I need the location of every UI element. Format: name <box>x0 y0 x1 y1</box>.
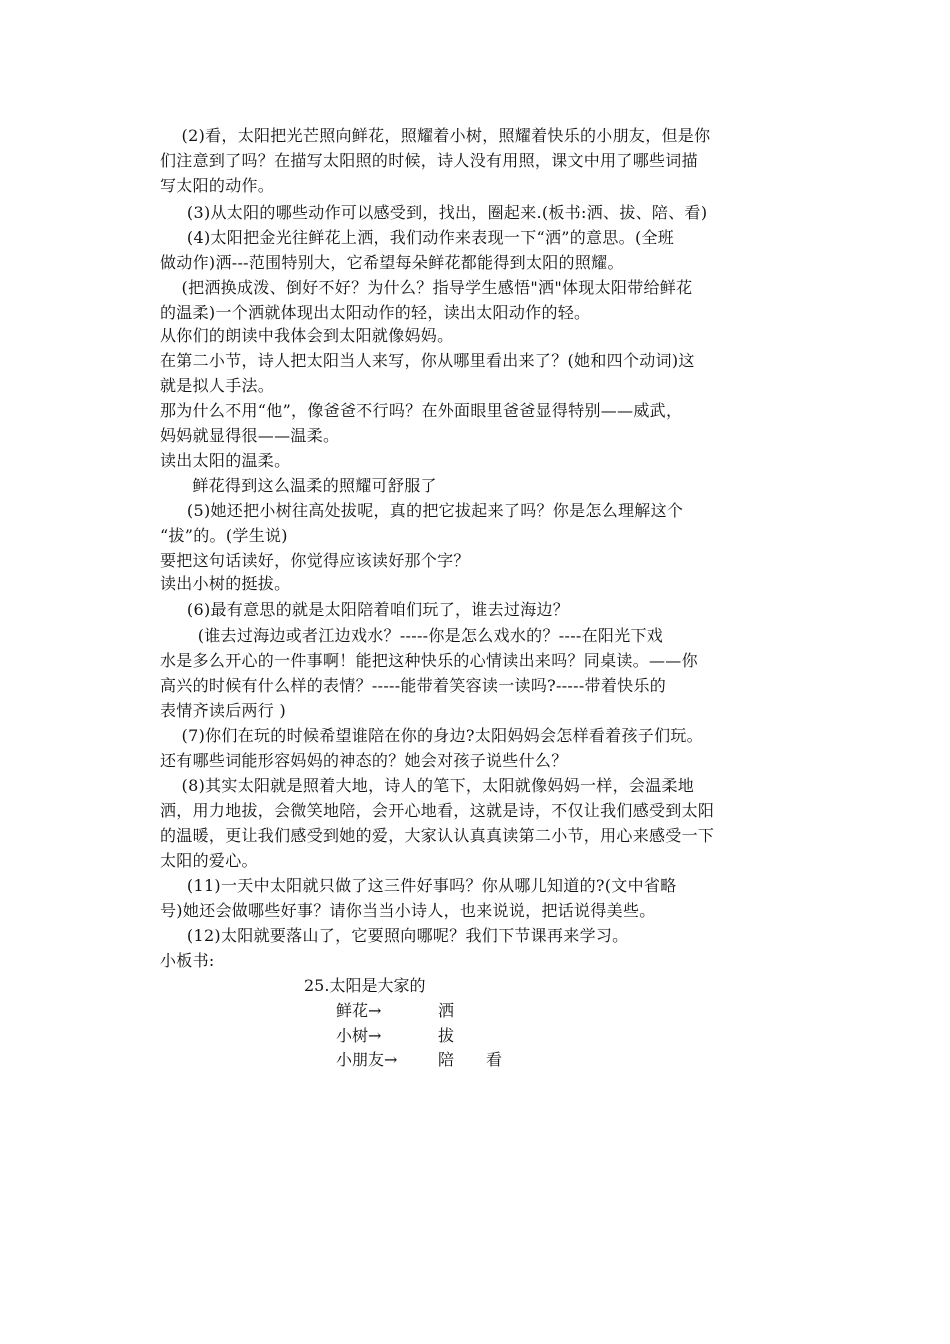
text-line: 小板书: <box>160 951 215 970</box>
text-line: (4)太阳把金光往鲜花上洒，我们动作来表现一下“洒”的意思。(全班 <box>160 228 675 247</box>
text-line: (把洒换成泼、倒好不好？为什么？指导学生感悟"洒"体现太阳带给鲜花 <box>160 278 693 297</box>
text-line: (5)她还把小树往高处拔呢，真的把它拔起来了吗？你是怎么理解这个 <box>160 501 684 520</box>
text-line: 太阳的爱心。 <box>160 851 258 870</box>
board-row-right: 拔 <box>438 1026 455 1045</box>
text-line: 读出小树的挺拔。 <box>160 574 291 593</box>
text-line: 鲜花得到这么温柔的照耀可舒服了 <box>160 476 437 495</box>
text-line: (7)你们在玩的时候希望谁陪在你的身边?太阳妈妈会怎样看着孩子们玩。 <box>160 726 703 745</box>
text-line: 高兴的时候有什么样的表情？-----能带着笑容读一读吗?-----带着快乐的 <box>160 676 667 695</box>
text-line: 的温暖，更让我们感受到她的爱，大家认认真真读第二小节，用心来感受一下 <box>160 826 715 845</box>
text-line: 们注意到了吗？在描写太阳照的时候，诗人没有用照，课文中用了哪些词描 <box>160 151 698 170</box>
text-line: (11)一天中太阳就只做了这三件好事吗？你从哪儿知道的?(文中省略 <box>160 876 677 895</box>
text-line: 表情齐读后两行 ) <box>160 701 287 720</box>
text-line: (12)太阳就要落山了，它要照向哪呢？我们下节课再来学习。 <box>160 926 629 945</box>
text-line: (谁去过海边或者江边戏水？-----你是怎么戏水的？----在阳光下戏 <box>160 626 664 645</box>
text-line: 还有哪些词能形容妈妈的神态的？她会对孩子说些什么？ <box>160 751 568 770</box>
board-row-left: 小树→ <box>336 1026 382 1045</box>
text-line: 从你们的朗读中我体会到太阳就像妈妈。 <box>160 326 454 345</box>
board-row-right: 陪 <box>438 1050 455 1069</box>
text-line: 读出太阳的温柔。 <box>160 451 291 470</box>
text-line: 的温柔)一个洒就体现出太阳动作的轻，读出太阳动作的轻。 <box>160 303 591 322</box>
text-line: (6)最有意思的就是太阳陪着咱们玩了，谁去过海边？ <box>160 600 570 619</box>
text-line: 号)她还会做哪些好事？请你当当小诗人，也来说说，把话说得美些。 <box>160 901 656 920</box>
board-title: 25.太阳是大家的 <box>304 976 426 995</box>
text-line: 妈妈就显得很——温柔。 <box>160 426 340 445</box>
board-row-right: 看 <box>486 1050 503 1069</box>
board-row-left: 鲜花→ <box>336 1001 382 1020</box>
text-line: 就是拟人手法。 <box>160 376 275 395</box>
board-row-left: 小朋友→ <box>336 1050 398 1069</box>
text-line: (8)其实太阳就是照着大地，诗人的笔下，太阳就像妈妈一样，会温柔地 <box>160 776 695 795</box>
text-line: (3)从太阳的哪些动作可以感受到，找出，圈起来.(板书:洒、拔、陪、看) <box>160 203 708 222</box>
text-line: 在第二小节，诗人把太阳当人来写，你从哪里看出来了？(她和四个动词)这 <box>160 351 695 370</box>
text-line: 水是多么开心的一件事啊！能把这种快乐的心情读出来吗？同桌读。——你 <box>160 651 698 670</box>
text-line: “拔”的。(学生说) <box>160 526 288 545</box>
text-line: 要把这句话读好，你觉得应该读好那个字？ <box>160 551 470 570</box>
text-line: (2)看，太阳把光芒照向鲜花，照耀着小树，照耀着快乐的小朋友，但是你 <box>160 126 711 145</box>
text-line: 写太阳的动作。 <box>160 176 275 195</box>
board-row-right: 洒 <box>438 1001 455 1020</box>
text-line: 洒，用力地拔，会微笑地陪，会开心地看，这就是诗，不仅让我们感受到太阳 <box>160 801 715 820</box>
text-line: 做动作)洒---范围特别大，它希望每朵鲜花都能得到太阳的照耀。 <box>160 253 624 272</box>
text-line: 那为什么不用“他”，像爸爸不行吗？在外面眼里爸爸显得特别——威武， <box>160 401 683 420</box>
